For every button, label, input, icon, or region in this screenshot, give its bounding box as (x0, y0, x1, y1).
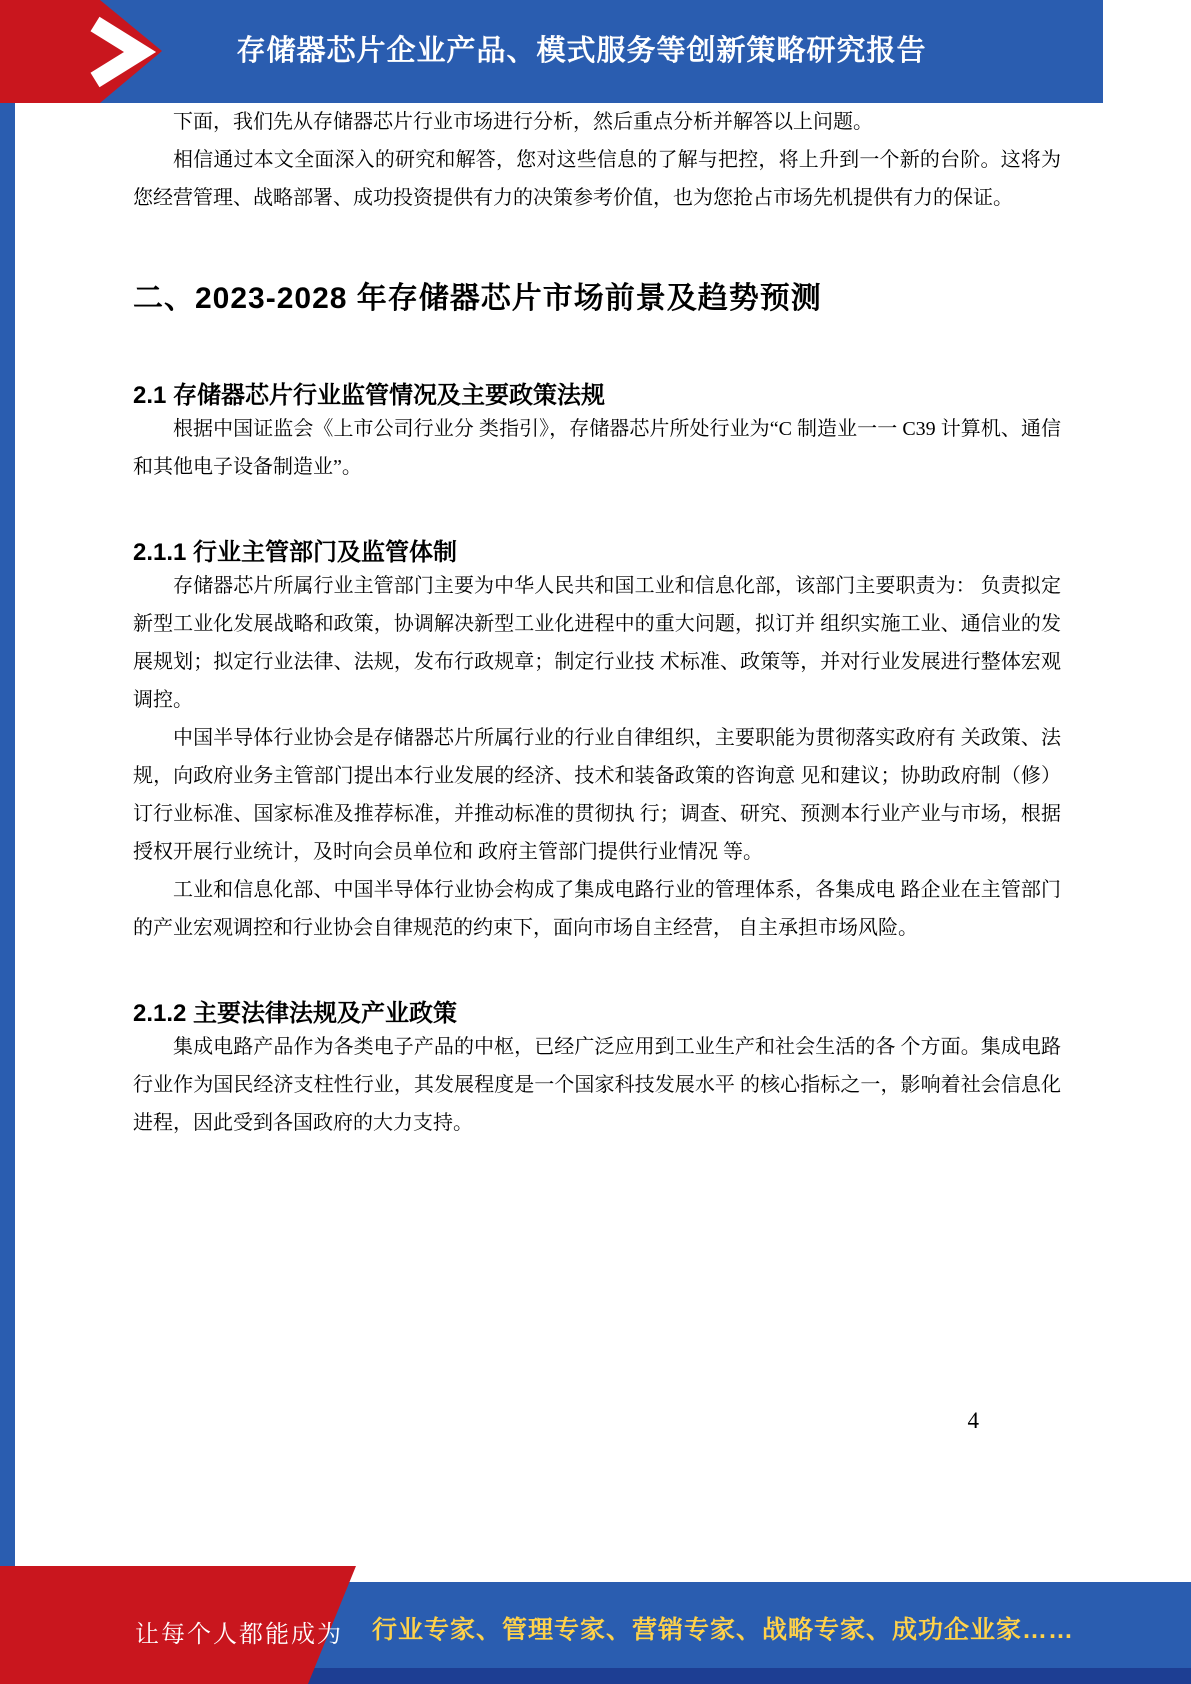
paragraph-intro: 下面，我们先从存储器芯片行业市场进行分析，然后重点分析并解答以上问题。 (173, 111, 873, 133)
heading-2-1: 2.1 存储器芯片行业监管情况及主要政策法规 (133, 382, 606, 409)
document-body (133, 103, 1061, 1142)
paragraph-management-system: 工业和信息化部、中国半导体行业协会构成了集成电路行业的管理体系，各集成电 路企业在主管部门的产业宏观调控和行业协会自律规范的约束下，面向市场自主经营， 自主承担市场风险。 (133, 879, 1061, 939)
heading-2-1-2: 2.1.2 主要法律法规及产业政策 (133, 1000, 458, 1027)
paragraph-regulator-miit: 存储器芯片所属行业主管部门主要为中华人民共和国工业和信息化部，该部门主要职责为： 负责拟定新型工业化发展战略和政策，协调解决新型工业化进程中的重大问题，拟订并 组织实施工业、通信业的发展规划；拟定行业法律、法规，发布行政规章；制定行业技 术标准、政策等，并对行业发展进行整体宏观调控。 (133, 575, 1061, 711)
heading-2-1-1: 2.1.1 行业主管部门及监管体制 (133, 539, 458, 566)
paragraph-ic-policy: 集成电路产品作为各类电子产品的中枢，已经广泛应用到工业生产和社会生活的各 个方面。集成电路行业作为国民经济支柱性行业，其发展程度是一个国家科技发展水平 的核心指标之一，影响着社会信息化进程，因此受到各国政府的大力支持。 (133, 1036, 1061, 1134)
page-footer (0, 1566, 1191, 1684)
paragraph-industry-classification: 根据中国证监会《上市公司行业分 类指引》，存储器芯片所处行业为“C 制造业一一 C39 计算机、通信和其他电子设备制造业”。 (133, 418, 1061, 478)
heading-chapter-2: 二、2023-2028 年存储器芯片市场前景及趋势预测 (133, 282, 822, 315)
left-accent-strip (0, 0, 15, 1684)
footer-slogan-text: 让每个人都能成为 (135, 1621, 343, 1648)
report-title: 存储器芯片企业产品、模式服务等创新策略研究报告 (236, 35, 927, 67)
page-number: 4 (967, 1408, 979, 1433)
paragraph-association-csia: 中国半导体行业协会是存储器芯片所属行业的行业自律组织，主要职能为贯彻落实政府有 关政策、法规，向政府业务主管部门提出本行业发展的经济、技术和装备政策的咨询意 见和建议；协助政府制（修）订行业标准、国家标准及推荐标准，并推动标准的贯彻执 行；调查、研究、预测本行业产业与市场，根据授权开展行业统计，及时向会员单位和 政府主管部门提供行业情况 等。 (133, 727, 1061, 863)
paragraph-value-statement: 相信通过本文全面深入的研究和解答，您对这些信息的了解与把控，将上升到一个新的台阶。这将为您经营管理、战略部署、成功投资提供有力的决策参考价值，也为您抢占市场先机提供有力的保证。 (133, 149, 1061, 209)
footer-experts-text: 行业专家、管理专家、营销专家、战略专家、成功企业家…… (372, 1616, 1075, 1644)
report-header (0, 0, 1103, 103)
red-arrow-icon (0, 0, 175, 103)
